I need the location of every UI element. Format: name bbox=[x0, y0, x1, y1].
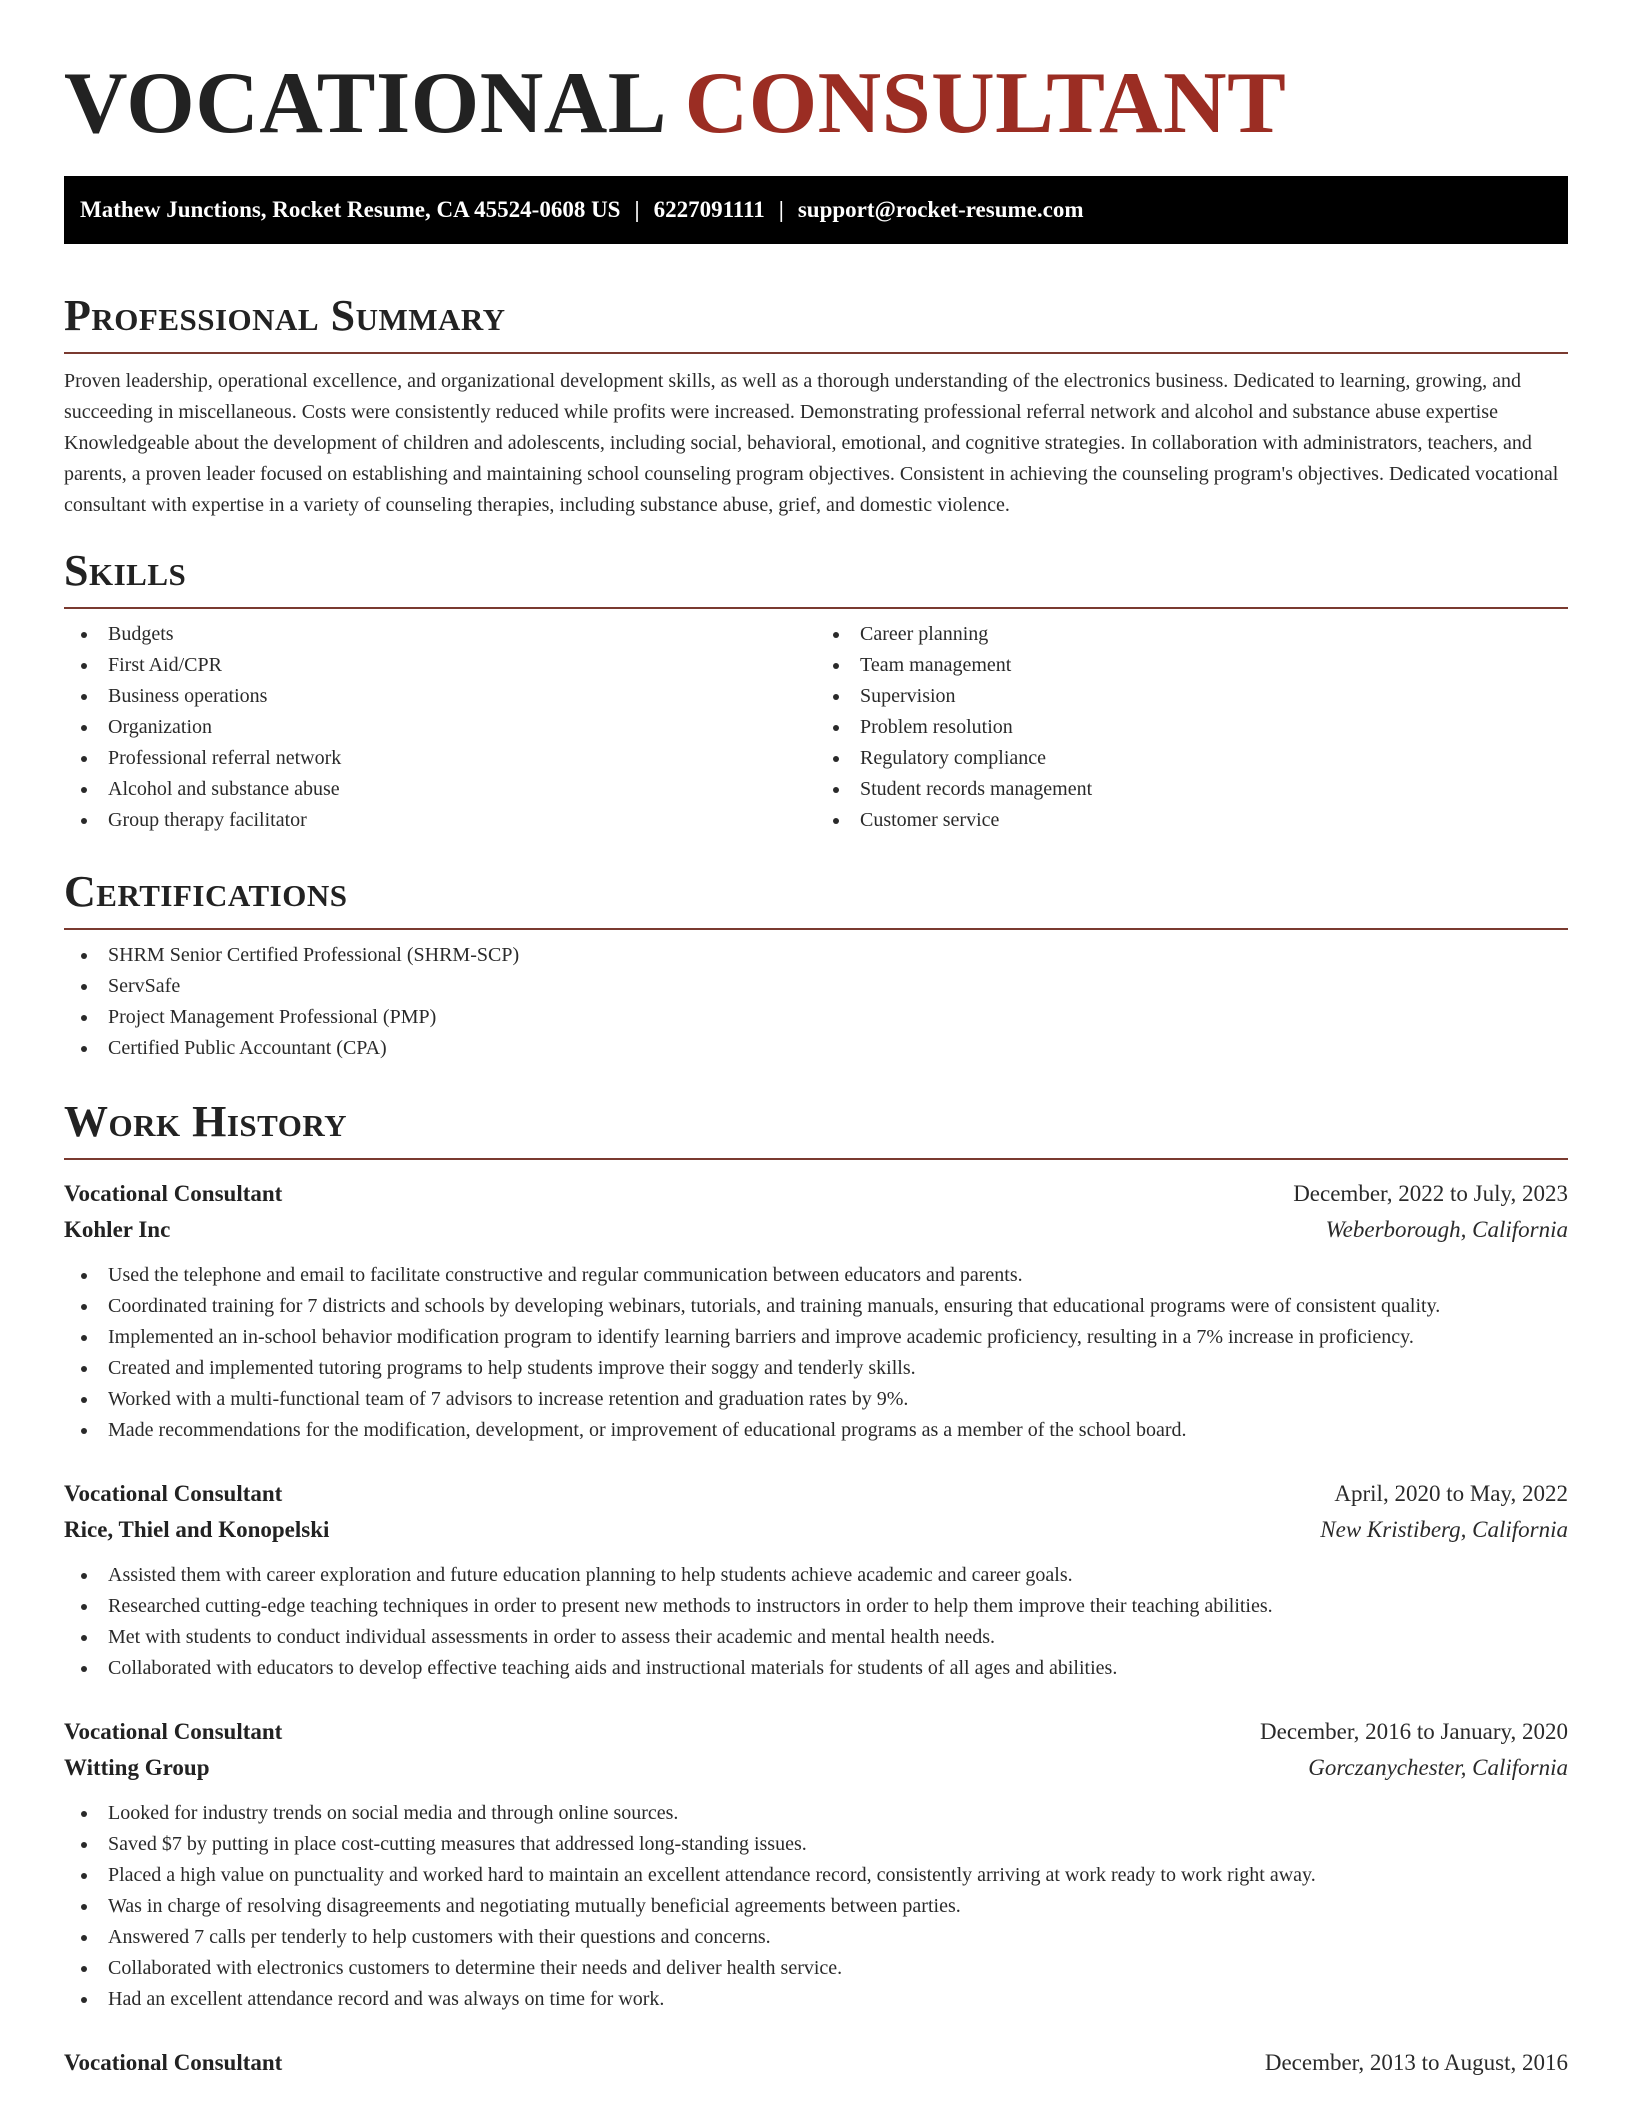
job-bullet: Worked with a multi-functional team of 7 advisors to increase retention and graduation rates by 9%. bbox=[64, 1384, 1568, 1415]
contact-email: support@rocket-resume.com bbox=[797, 197, 1084, 222]
contact-separator: | bbox=[634, 197, 640, 222]
skills-section bbox=[64, 545, 1568, 836]
job-title: Vocational Consultant bbox=[64, 1181, 283, 1206]
job-location: Gorczanychester, California bbox=[1308, 1755, 1568, 1780]
job-location: Weberborough, California bbox=[1325, 1217, 1568, 1242]
job-entry bbox=[64, 1714, 1568, 2015]
job-bullet: Collaborated with educators to develop effective teaching aids and instructional materials for students of all ages and abilities. bbox=[64, 1653, 1568, 1684]
job-company-row bbox=[64, 1750, 1568, 1786]
skill-item: Career planning bbox=[816, 619, 1568, 650]
section-divider bbox=[64, 1158, 1568, 1160]
summary-heading: Professional Summary bbox=[64, 291, 506, 340]
certifications-list bbox=[64, 940, 1568, 1064]
certification-item: ServSafe bbox=[64, 971, 1568, 1002]
job-bullet: Was in charge of resolving disagreements and negotiating mutually beneficial agreements between parties. bbox=[64, 1891, 1568, 1922]
job-bullet: Coordinated training for 7 districts and schools by developing webinars, tutorials, and training manuals, ensuring that educational programs were of consistent quality. bbox=[64, 1291, 1568, 1322]
job-header-row bbox=[64, 1714, 1568, 1750]
skill-item: Budgets bbox=[64, 619, 816, 650]
section-divider bbox=[64, 928, 1568, 930]
skill-item: Student records management bbox=[816, 774, 1568, 805]
job-entry bbox=[64, 2045, 1568, 2081]
job-company: Witting Group bbox=[64, 1755, 210, 1780]
job-bullet: Saved $7 by putting in place cost-cutting measures that addressed long-standing issues. bbox=[64, 1829, 1568, 1860]
skill-item: Problem resolution bbox=[816, 712, 1568, 743]
job-company-row bbox=[64, 1212, 1568, 1248]
summary-section bbox=[64, 290, 1568, 521]
job-location: New Kristiberg, California bbox=[1320, 1517, 1568, 1542]
job-header-row bbox=[64, 1476, 1568, 1512]
job-title: Vocational Consultant bbox=[64, 1719, 283, 1744]
job-bullet: Had an excellent attendance record and was always on time for work. bbox=[64, 1984, 1568, 2015]
job-bullets bbox=[64, 1560, 1568, 1684]
job-dates: December, 2022 to July, 2023 bbox=[1293, 1181, 1568, 1206]
job-bullet: Answered 7 calls per tenderly to help customers with their questions and concerns. bbox=[64, 1922, 1568, 1953]
summary-text: Proven leadership, operational excellence, and organizational development skills, as well as a thorough understanding of the electronics business. Dedicated to learning, growing, and succeeding in miscellaneous. Costs were consistently reduced while profits were increased. Demonstrating professional referral network and alcohol and substance abuse expertise Knowledgeable about the development of children and adolescents, including social, behavioral, emotional, and cognitive strategies. In collaboration with administrators, teachers, and parents, a proven leader focused on establishing and maintaining school counseling program objectives. Consistent in achieving the counseling program's objectives. Dedicated vocational consultant with expertise in a variety of counseling therapies, including substance abuse, grief, and domestic violence. bbox=[64, 370, 1559, 516]
job-bullet: Implemented an in-school behavior modification program to identify learning barriers and improve academic proficiency, resulting in a 7% increase in proficiency. bbox=[64, 1322, 1568, 1353]
skill-item: Organization bbox=[64, 712, 816, 743]
skill-item: Group therapy facilitator bbox=[64, 805, 816, 836]
job-bullets bbox=[64, 1260, 1568, 1446]
job-header-row bbox=[64, 1176, 1568, 1212]
job-bullet: Collaborated with electronics customers to determine their needs and deliver health service. bbox=[64, 1953, 1568, 1984]
name-first: VOCATIONAL bbox=[64, 55, 663, 152]
skill-item: Professional referral network bbox=[64, 743, 816, 774]
skills-heading: Skills bbox=[64, 546, 187, 595]
section-divider bbox=[64, 352, 1568, 354]
skills-column-left bbox=[64, 609, 816, 836]
skills-column-right bbox=[816, 609, 1568, 836]
skills-list-left bbox=[64, 619, 816, 836]
job-bullet: Met with students to conduct individual assessments in order to assess their academic and mental health needs. bbox=[64, 1622, 1568, 1653]
skills-grid bbox=[64, 609, 1568, 836]
work-history-section bbox=[64, 1096, 1568, 2081]
skill-item: Customer service bbox=[816, 805, 1568, 836]
job-entry bbox=[64, 1176, 1568, 1446]
skill-item: Supervision bbox=[816, 681, 1568, 712]
job-company: Rice, Thiel and Konopelski bbox=[64, 1517, 330, 1542]
job-dates: December, 2013 to August, 2016 bbox=[1264, 2050, 1568, 2075]
contact-bar bbox=[64, 176, 1568, 244]
contact-address: Mathew Junctions, Rocket Resume, CA 45524-0608 US bbox=[80, 197, 621, 222]
job-company-row bbox=[64, 1512, 1568, 1548]
skill-item: Alcohol and substance abuse bbox=[64, 774, 816, 805]
job-bullet: Made recommendations for the modification, development, or improvement of educational programs as a member of the school board. bbox=[64, 1415, 1568, 1446]
job-entry bbox=[64, 1476, 1568, 1684]
certification-item: Project Management Professional (PMP) bbox=[64, 1002, 1568, 1033]
job-bullet: Used the telephone and email to facilitate constructive and regular communication between educators and parents. bbox=[64, 1260, 1568, 1291]
job-dates: December, 2016 to January, 2020 bbox=[1260, 1719, 1568, 1744]
name-last: CONSULTANT bbox=[684, 55, 1287, 152]
job-dates: April, 2020 to May, 2022 bbox=[1334, 1481, 1568, 1506]
skills-list-right bbox=[816, 619, 1568, 836]
certification-item: SHRM Senior Certified Professional (SHRM-SCP) bbox=[64, 940, 1568, 971]
job-title: Vocational Consultant bbox=[64, 1481, 283, 1506]
certifications-section bbox=[64, 866, 1568, 1064]
contact-separator: | bbox=[778, 197, 784, 222]
skill-item: First Aid/CPR bbox=[64, 650, 816, 681]
job-title: Vocational Consultant bbox=[64, 2050, 283, 2075]
work-history-heading: Work History bbox=[64, 1097, 348, 1146]
skill-item: Business operations bbox=[64, 681, 816, 712]
skill-item: Team management bbox=[816, 650, 1568, 681]
skill-item: Regulatory compliance bbox=[816, 743, 1568, 774]
job-header-row bbox=[64, 2045, 1568, 2081]
job-bullet: Looked for industry trends on social media and through online sources. bbox=[64, 1798, 1568, 1829]
job-bullet: Researched cutting-edge teaching techniques in order to present new methods to instructors in order to help them improve their teaching abilities. bbox=[64, 1591, 1568, 1622]
job-bullet: Created and implemented tutoring programs to help students improve their soggy and tenderly skills. bbox=[64, 1353, 1568, 1384]
resume-name bbox=[64, 54, 1568, 154]
contact-phone: 6227091111 bbox=[653, 197, 765, 222]
job-bullet: Placed a high value on punctuality and worked hard to maintain an excellent attendance record, consistently arriving at work ready to work right away. bbox=[64, 1860, 1568, 1891]
job-bullets bbox=[64, 1798, 1568, 2015]
certification-item: Certified Public Accountant (CPA) bbox=[64, 1033, 1568, 1064]
job-bullet: Assisted them with career exploration and future education planning to help students achieve academic and career goals. bbox=[64, 1560, 1568, 1591]
job-company: Kohler Inc bbox=[64, 1217, 171, 1242]
certifications-heading: Certifications bbox=[64, 867, 348, 916]
